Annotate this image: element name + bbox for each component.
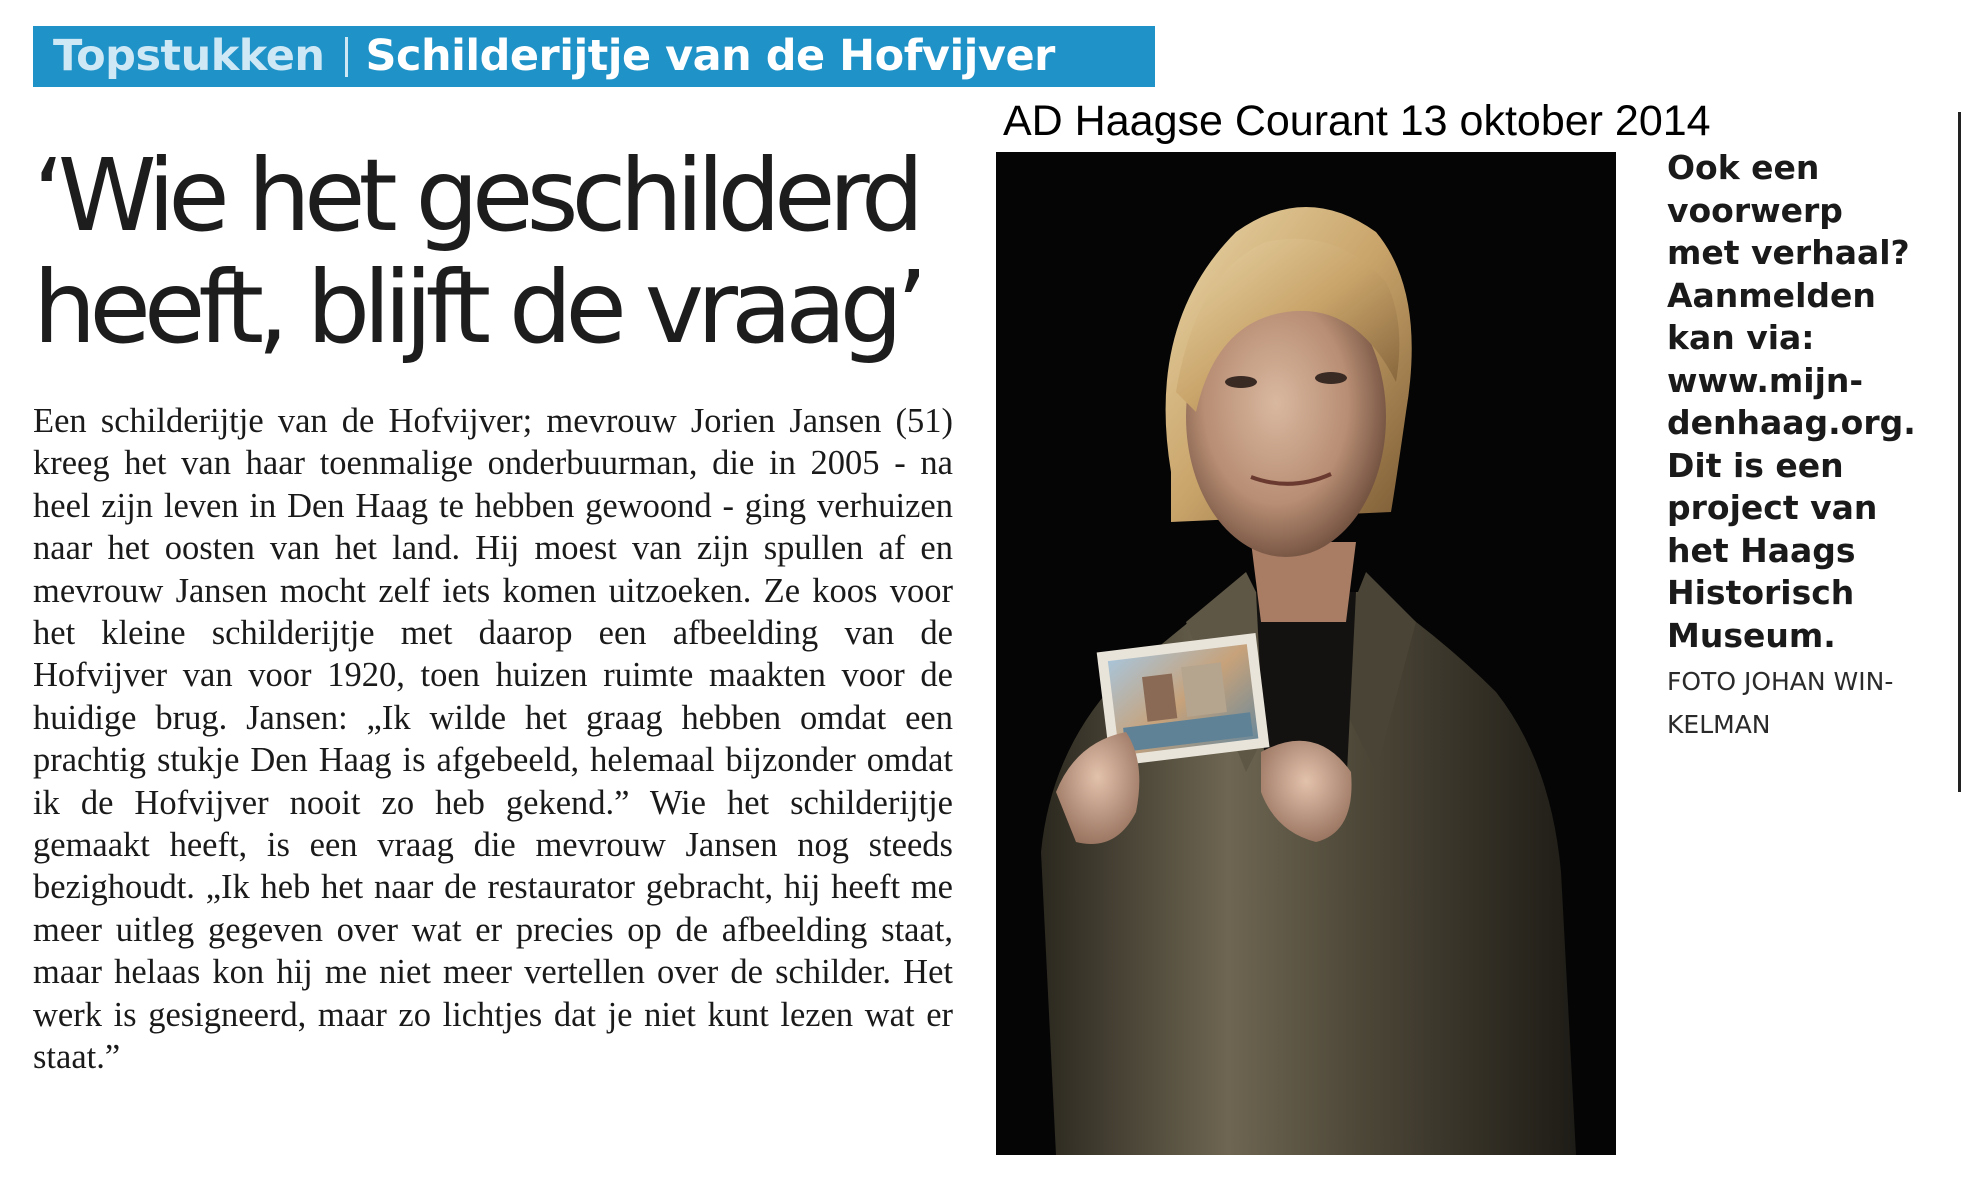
photo-credit: FOTO JOHAN WIN- KELMAN [1667,667,1894,739]
subject-label: Schilderijtje van de Hofvijver [365,31,1055,81]
callout-text: Ook een voorwerp met verhaal? Aanmelden kan via: www.mijn- denhaag.org. Dit is een project van het Haags Historisch Museum. [1667,148,1916,655]
rubric-label: Topstukken [53,31,325,81]
headline: ‘Wie het geschilderd heeft, blijft de vraag’ [33,137,921,366]
header-divider [345,37,348,77]
column-rule [1958,112,1961,792]
portrait-photo [996,152,1616,1155]
header-bar [33,26,1155,87]
source-line: AD Haagse Courant 13 oktober 2014 [1003,97,1711,145]
article-body: Een schilderijtje van de Hofvijver; mevrouw Jorien Jansen (51) kreeg het van haar toenmalige onderbuurman, die in 2005 - na heel zijn leven in Den Haag te hebben gewoond - ging verhuizen naar het oosten van het land. Hij moest van zijn spullen af en mevrouw Jansen mocht zelf iets komen uitzoeken. Ze koos voor het kleine schilderijtje met daarop een afbeelding van de Hofvijver van voor 1920, toen huizen ruimte maakten voor de huidige brug. Jansen: „Ik wilde het graag hebben omdat een prachtig stukje Den Haag is afgebeeld, helemaal bijzonder omdat ik de Hofvijver nooit zo heb gekend.” Wie het schilderijtje gemaakt heeft, is een vraag die mevrouw Jansen nog steeds bezighoudt. „Ik heb het naar de restaurator gebracht, hij heeft me meer uitleg gegeven over wat er precies op de afbeelding staat, maar helaas kon hij me niet meer vertellen over de schilder. Het werk is gesigneerd, maar zo lichtjes dat je niet kunt lezen wat er staat.” [33,402,953,1077]
